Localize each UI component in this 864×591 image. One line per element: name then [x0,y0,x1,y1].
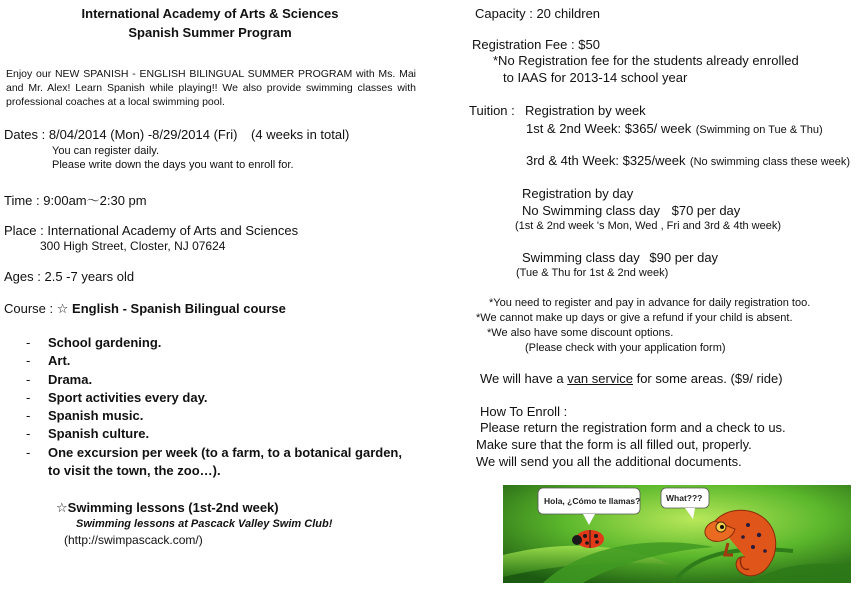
star-icon: ☆ [56,301,69,316]
swimming-title: Swimming lessons (1st-2nd week) [67,500,279,515]
dates-label: Dates : [4,127,46,142]
capacity-label: Capacity : [475,6,533,21]
list-item: - Drama. [26,371,408,389]
registration-fee-value: $50 [578,37,600,52]
registration-fee-row [472,37,600,52]
star-icon: ☆ [56,500,68,515]
dates-note-daily: You can register daily. [52,145,160,157]
enroll-title: How To Enroll : [480,404,568,419]
tuition-swim-row [522,250,718,265]
place-name: International Academy of Arts and Sciences [47,223,299,238]
van-service-link[interactable]: van service [567,371,633,386]
capacity-row [475,6,600,21]
chameleon-ladybug-illustration [503,485,851,583]
swimming-url: (http://swimpascack.com/) [64,533,203,547]
list-item: - School gardening. [26,334,408,352]
ages-label: Ages : [4,269,41,284]
ages-row [4,269,134,284]
tuition-no-swim-row [522,203,740,218]
place-address: 300 High Street, Closter, NJ 07624 [40,239,226,253]
flyer-subtitle: Spanish Summer Program [128,25,292,40]
tuition-no-swim-label: No Swimming class day [522,203,660,218]
note-refund: *We cannot make up days or give a refund if your child is absent. [476,312,793,324]
registration-fee-label: Registration Fee : [472,37,575,52]
van-service-row [480,371,783,386]
enroll-line-1: Please return the registration form and a check to us. [480,420,786,435]
time-value: 9:00am～2:30 pm [43,193,147,208]
tuition-no-swim-note: (1st & 2nd week 's Mon, Wed , Fri and 3rd & 4th week) [515,220,782,232]
tuition-swim-price: $90 per day [649,250,719,265]
tuition-week12-note: (Swimming on Tue & Thu) [695,124,823,136]
ages-value: 2.5 -7 years old [44,269,135,284]
dates-value: 8/04/2014 (Mon) -8/29/2014 (Fri) [48,127,238,142]
course-label: Course : [4,301,54,316]
swimming-heading [56,500,279,516]
bubble-text-right: What??? [666,493,703,503]
time-row [4,190,147,209]
course-title: English - Spanish Bilingual course [72,301,286,316]
list-item: - Spanish music. [26,407,408,425]
tuition-no-swim-price: $70 per day [671,203,741,218]
note-advance: *You need to register and pay in advance for daily registration too. [489,297,811,309]
flyer-title: International Academy of Arts & Sciences [81,6,339,21]
dates-note-days: Please write down the days you want to enroll for. [52,159,294,171]
note-discount: *We also have some discount options. [487,327,674,339]
list-item: - Art. [26,352,408,370]
tuition-by-day: Registration by day [522,186,634,201]
place-label: Place : [4,223,44,238]
van-before: We will have a [480,371,564,386]
place-row [4,223,298,238]
enroll-line-3: We will send you all the additional documents. [476,454,742,469]
tuition-week34-price: 3rd & 4th Week: $325/week [526,153,686,168]
time-label: Time : [4,193,40,208]
tuition-label: Tuition : [469,103,515,118]
tuition-week34-note: (No swimming class these week) [689,156,851,168]
list-item: - Spanish culture. [26,425,408,443]
dates-total: (4 weeks in total) [251,127,350,142]
tuition-week12-row [526,120,823,138]
tuition-swim-note: (Tue & Thu for 1st & 2nd week) [516,267,669,279]
registration-fee-note-2: to IAAS for 2013-14 school year [503,70,688,85]
list-item: - One excursion per week (to a farm, to a botanical garden, to visit the town, the zoo…). [26,444,408,481]
dates-row [4,127,349,142]
van-after: for some areas. ($9/ ride) [636,371,783,386]
swimming-note: Swimming lessons at Pascack Valley Swim Club! [76,518,333,530]
intro-paragraph: Enjoy our NEW SPANISH - ENGLISH BILINGUAL SUMMER PROGRAM with Ms. Mai and Mr. Alex! Learn Spanish while playing!! We also provide swimming classes with professional coaches at a local swimming pool. [6,68,416,108]
list-item: - Sport activities every day. [26,389,408,407]
bubble-text-left: Hola, ¿Cómo te llamas? [544,496,641,506]
tuition-by-week: Registration by week [525,103,646,118]
tuition-week12-price: 1st & 2nd Week: $365/ week [526,121,692,136]
course-activity-list [26,334,408,480]
note-application-form: (Please check with your application form) [525,342,726,354]
course-row [4,301,286,317]
enroll-line-2: Make sure that the form is all filled out, properly. [476,437,752,452]
tuition-week34-row [526,152,850,170]
tuition-swim-label: Swimming class day [522,250,640,265]
registration-fee-note-1: *No Registration fee for the students already enrolled [493,53,799,68]
capacity-value: 20 children [536,6,601,21]
